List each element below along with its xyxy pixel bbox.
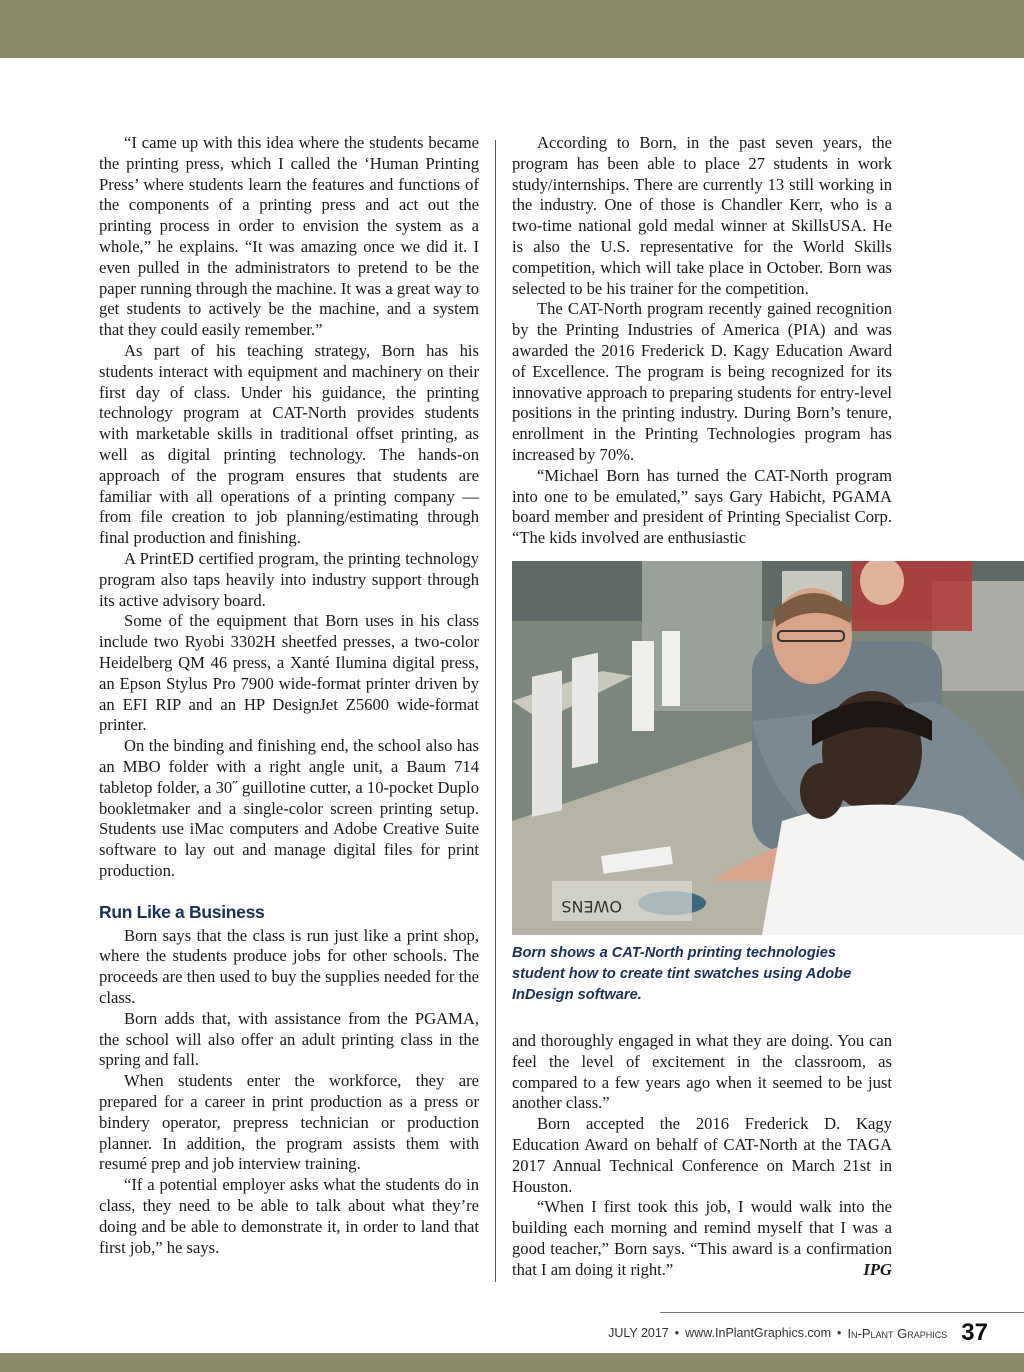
bullet-separator: • <box>674 1326 680 1340</box>
body-paragraph: As part of his teaching strategy, Born has his students interact with equipment and machinery on their first day of class. Under his guidance, the printing technology program at CAT-North provides students with marketable skills in traditional offset printing, as well as digital printing technology. The hands-on approach of the program ensures that students are familiar with all operations of a printing company — from file creation to job planning/estimating through final production and finishing. <box>99 340 479 548</box>
bottom-color-band <box>0 1353 1024 1372</box>
body-paragraph: Born adds that, with assistance from the PGAMA, the school will also offer an adult printing class in the spring and fall. <box>99 1008 479 1070</box>
body-paragraph: “Michael Born has turned the CAT-North program into one to be emulated,” says Gary Habicht, PGAMA board member and president of Printing Specialist Corp. “The kids involved are enthusiastic <box>512 465 892 548</box>
body-paragraph: The CAT-North program recently gained recognition by the Printing Industries of America (PIA) and was awarded the 2016 Frederick D. Kagy Education Award of Excellence. The program is being recognized for its innovative approach to preparing students for entry-level positions in the printing industry. During Born’s tenure, enrollment in the Printing Technologies program has increased by 70%. <box>512 299 892 464</box>
footer-rule <box>660 1312 1024 1313</box>
magazine-name: In-Plant Graphics <box>847 1325 948 1341</box>
closing-quote: “When I first took this job, I would walk into the building each morning and remind myself that I was a good teacher,” Born says. “This award is a confirmation that I am doing it right.” <box>512 1197 892 1279</box>
photo-caption: Born shows a CAT-North printing technologies student how to create tint swatches using Adobe InDesign software. <box>512 945 852 1003</box>
right-column-top <box>512 133 892 549</box>
body-paragraph: According to Born, in the past seven years, the program has been able to place 27 students in work study/internships. There are currently 13 still working in the industry. One of those is Chandler Kerr, who is a two-time national gold medal winner at SkillsUSA. He is also the U.S. representative for the World Skills competition, which will take place in October. Born was selected to be his trainer for the competition. <box>512 133 892 298</box>
body-paragraph: A PrintED certified program, the printing technology program also taps heavily into industry support through its active advisory board. <box>99 548 479 610</box>
body-paragraph: Born says that the class is run just like a print shop, where the students produce jobs for other schools. The proceeds are then used to buy the supplies needed for the class. <box>99 925 479 1008</box>
column-divider <box>495 140 496 1282</box>
issue-date: JULY 2017 <box>608 1326 669 1340</box>
body-paragraph: and thoroughly engaged in what they are doing. You can feel the level of excitement in the classroom, as compared to a few years ago when it seemed to be just another class.” <box>512 1031 892 1113</box>
right-column-bottom <box>512 1031 892 1281</box>
classroom-photo-illustration <box>512 561 1024 935</box>
body-paragraph: On the binding and finishing end, the school also has an MBO folder with a right angle unit, a Baum 714 tabletop folder, a 30˝ guillotine cutter, a 10-pocket Duplo bookletmaker and a single-color screen printing setup. Students use iMac computers and Adobe Creative Suite software to lay out and manage digital files for print production. <box>99 736 479 880</box>
page-footer <box>608 1320 988 1346</box>
body-paragraph <box>512 1197 892 1280</box>
classroom-photo <box>512 561 1024 935</box>
body-paragraph: Some of the equipment that Born uses in his class include two Ryobi 3302H sheetfed presses, a two-color Heidelberg QM 46 press, a Xanté Ilumina digital press, an Epson Stylus Pro 7900 wide-format printer driven by an EFI RIP and an HP DesignJet Z5600 wide-format printer. <box>99 611 479 735</box>
left-column <box>99 133 479 1258</box>
end-signoff: IPG <box>863 1259 892 1279</box>
website-link[interactable]: www.InPlantGraphics.com <box>685 1326 832 1340</box>
body-paragraph: When students enter the workforce, they are prepared for a career in print production as a press or bindery operator, prepress technician or production planner. In addition, the program assists them with resumé prep and job interview training. <box>99 1071 479 1174</box>
top-color-band <box>0 0 1024 58</box>
body-paragraph: Born accepted the 2016 Frederick D. Kagy Education Award on behalf of CAT-North at the TAGA 2017 Annual Technical Conference on March 21st in Houston. <box>512 1114 892 1196</box>
bullet-separator: • <box>837 1326 842 1340</box>
body-paragraph: “If a potential employer asks what the students do in class, they need to be able to talk about what they’re doing and be able to demonstrate it, in order to land that first job,” he says. <box>99 1175 479 1257</box>
screen-text: OWENS <box>561 897 622 916</box>
body-paragraph: “I came up with this idea where the students became the printing press, which I called the ‘Human Printing Press’ where students learn the features and functions of the components of a printing press and act out the printing process in order to envision the system as a whole,” he explains. “It was amazing once we did it. I even pulled in the administrators to pretend to be the paper running through the machine. It was a great way to get students to actively be the machine, and a system that they could easily remember.” <box>99 133 479 340</box>
page-number: 37 <box>961 1319 988 1346</box>
section-heading: Run Like a Business <box>99 901 265 922</box>
